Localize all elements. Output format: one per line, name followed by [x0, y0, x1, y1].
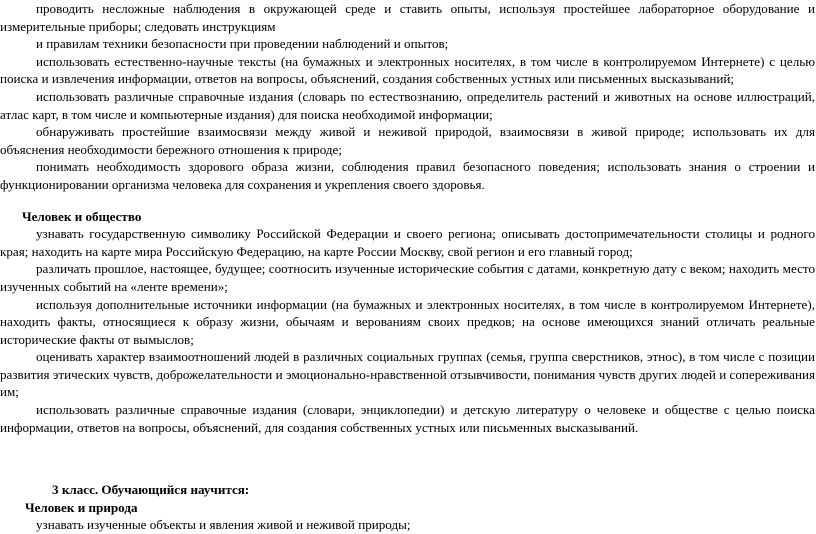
paragraph-reference-literature: использовать различные справочные издания (словари, энциклопедии) и детскую литературу о человеке и обществе с целью поиска информации, ответов на вопросы, объяснений, для создания собственных устных или письменных высказываний.	[0, 402, 815, 435]
paragraph-state-symbols: узнавать государственную символику Российской Федерации и своего региона; описывать достопримечательности столицы и родного края; находить на карте мира Российскую Федерацию, на карте России Москву, свой регион и его главный город;	[0, 226, 815, 259]
paragraph-recognize-objects: узнавать изученные объекты и явления живой и неживой природы;	[36, 517, 411, 533]
paragraph-science-texts: использовать естественно-научные тексты (на бумажных и электронных носителях, в том числе в контролируемом Интернете) с целью поиска и извлечения информации, ответов на вопросы, объяснений, создания собственных устных или письменных высказываний;	[0, 53, 815, 87]
heading-man-and-nature: Человек и природа	[25, 499, 138, 515]
paragraph-additional-sources: используя дополнительные источники информации (на бумажных и электронных носителях, в том числе в контролируемом Интернете), находить факты, относящиеся к образу жизни, обычаям и верованиям своих предков; на основе имеющихся знаний отличать реальные исторические факты от вымыслов;	[0, 296, 815, 347]
paragraph-nature-relations: обнаруживать простейшие взаимосвязи между живой и неживой природой, взаимосвязи в живой природе; использовать их для объяснения необходимости бережного отношения к природе;	[0, 124, 815, 157]
paragraph-safety-rules: и правилам техники безопасности при проведении наблюдений и опытов;	[36, 36, 449, 52]
heading-grade-3: 3 класс. Обучающийся научится:	[52, 482, 250, 498]
paragraph-reference-books: использовать различные справочные издания (словарь по естествознанию, определитель растений и животных на основе иллюстраций, атлас карт, в том числе и компьютерные издания) для поиска необходимой информации;	[0, 88, 815, 122]
paragraph-past-present-future: различать прошлое, настоящее, будущее; соотносить изученные исторические события с датами, конкретную дату с веком; находить место изученных событий на «ленте времени»;	[0, 261, 815, 294]
heading-man-and-society: Человек и общество	[22, 208, 142, 224]
paragraph-healthy-lifestyle: понимать необходимость здорового образа жизни, соблюдения правил безопасного поведения; использовать знания о строении и функционировании организма человека для сохранения и укрепления своего здоровья.	[0, 159, 815, 192]
section-gap	[0, 436, 815, 481]
paragraph-observations: проводить несложные наблюдения в окружающей среде и ставить опыты, используя простейшее лабораторное оборудование и измерительные приборы; следовать инструкциям	[0, 1, 815, 34]
paragraph-social-groups: оценивать характер взаимоотношений людей в различных социальных группах (семья, группа сверстников, этнос), в том числе с позиции развития этических чувств, доброжелательности и эмоционально-нравственной отзывчивости, понимания чувств других людей и сопереживания им;	[0, 349, 815, 400]
